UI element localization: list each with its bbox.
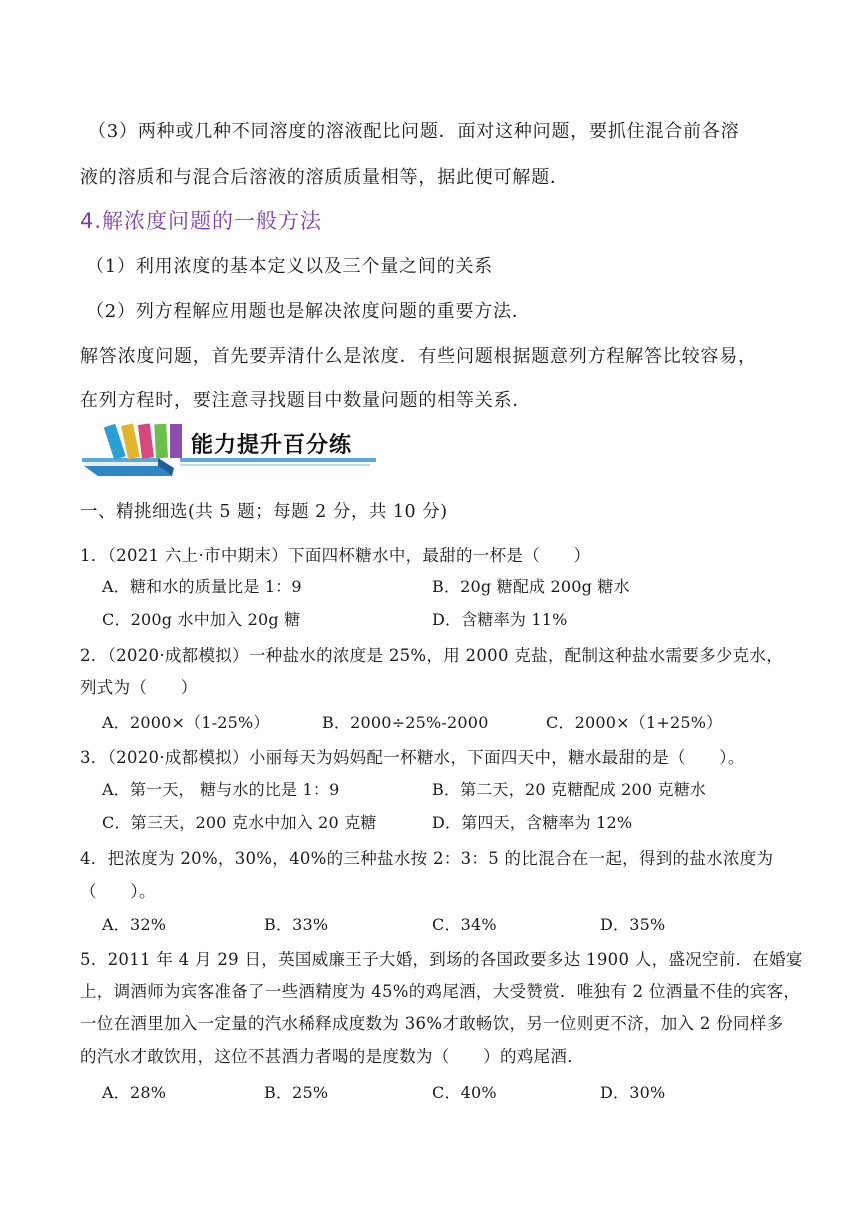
question-2-option-b: B．2000÷25%-2000 bbox=[322, 713, 489, 732]
question-1-option-d: D．含糖率为 11% bbox=[432, 610, 568, 629]
question-2-option-c: C．2000×（1+25%） bbox=[546, 713, 723, 732]
question-1-option-a: A．糖和水的质量比是 1：9 bbox=[102, 577, 302, 596]
question-4-option-c: C．34% bbox=[432, 915, 497, 934]
question-5-stem-line-1: 5．2011 年 4 月 29 日，英国威廉王子大婚，到场的各国政要多达 1900 人，盛况空前．在婚宴 bbox=[80, 950, 803, 969]
practice-banner bbox=[80, 422, 380, 482]
question-3-option-b: B．第二天，20 克糖配成 200 克糖水 bbox=[432, 780, 707, 799]
intro-line-2: 液的溶质和与混合后溶液的溶质质量相等，据此便可解题． bbox=[80, 167, 569, 188]
part-title: 一、精挑细选(共 5 题；每题 2 分，共 10 分) bbox=[80, 502, 448, 522]
question-5-stem-line-4: 的汽水才敢饮用，这位不甚酒力者喝的是度数为（ ）的鸡尾酒． bbox=[80, 1047, 584, 1066]
question-5-option-c: C．40% bbox=[432, 1083, 497, 1102]
question-5-option-d: D．30% bbox=[600, 1083, 666, 1102]
question-2-option-a: A．2000×（1-25%） bbox=[102, 713, 270, 732]
question-4-stem-line-2: （ ）。 bbox=[80, 882, 156, 901]
question-2-stem-line-1: 2．（2020·成都模拟）一种盐水的浓度是 25%，用 2000 克盐，配制这种盐水需要多少克水， bbox=[80, 646, 784, 665]
banner-title: 能力提升百分练 bbox=[191, 433, 353, 458]
summary-line-2: 在列方程时，要注意寻找题目中数量问题的相等关系． bbox=[80, 390, 532, 411]
question-1-stem: 1．（2021 六上·市中期末）下面四杯糖水中，最甜的一杯是（ ） bbox=[80, 546, 591, 565]
method-item-2: （2）列方程解应用题也是解决浓度问题的重要方法． bbox=[86, 301, 531, 322]
question-4-option-d: D．35% bbox=[600, 915, 666, 934]
question-5-stem-line-2: 上，调酒师为宾客准备了一些酒精度为 45%的鸡尾酒，大受赞赏．唯独有 2 位酒量不佳的宾客， bbox=[80, 982, 801, 1001]
question-3-option-a: A．第一天， 糖与水的比是 1：9 bbox=[102, 780, 340, 799]
question-3-option-c: C．第三天，200 克水中加入 20 克糖 bbox=[102, 813, 377, 832]
question-5-stem-line-3: 一位在酒里加入一定量的汽水稀释成度数为 36%才敢畅饮，另一位则更不济，加入 2 份同样多 bbox=[80, 1014, 784, 1033]
intro-line-1: （3）两种或几种不同溶度的溶液配比问题．面对这种问题，要抓住混合前各溶 bbox=[88, 121, 740, 142]
question-1-option-b: B．20g 糖配成 200g 糖水 bbox=[432, 577, 630, 596]
section-heading: 4.解浓度问题的一般方法 bbox=[80, 209, 323, 233]
question-3-stem: 3．（2020·成都模拟）小丽每天为妈妈配一杯糖水，下面四天中，糖水最甜的是（ ）。 bbox=[80, 748, 745, 767]
question-5-option-a: A．28% bbox=[102, 1083, 167, 1102]
question-3-option-d: D．第四天，含糖率为 12% bbox=[432, 813, 633, 832]
summary-line-1: 解答浓度问题，首先要弄清什么是浓度．有些问题根据题意列方程解答比较容易， bbox=[80, 346, 757, 367]
question-4-option-a: A．32% bbox=[102, 915, 167, 934]
question-4-stem-line-1: 4．把浓度为 20%，30%，40%的三种盐水按 2：3：5 的比混合在一起，得到的盐水浓度为 bbox=[80, 849, 774, 868]
question-5-option-b: B．25% bbox=[264, 1083, 329, 1102]
question-2-stem-line-2: 列式为（ ） bbox=[80, 678, 198, 697]
question-4-option-b: B．33% bbox=[264, 915, 329, 934]
question-1-option-c: C．200g 水中加入 20g 糖 bbox=[102, 610, 301, 629]
method-item-1: （1）利用浓度的基本定义以及三个量之间的关系 bbox=[86, 256, 494, 277]
